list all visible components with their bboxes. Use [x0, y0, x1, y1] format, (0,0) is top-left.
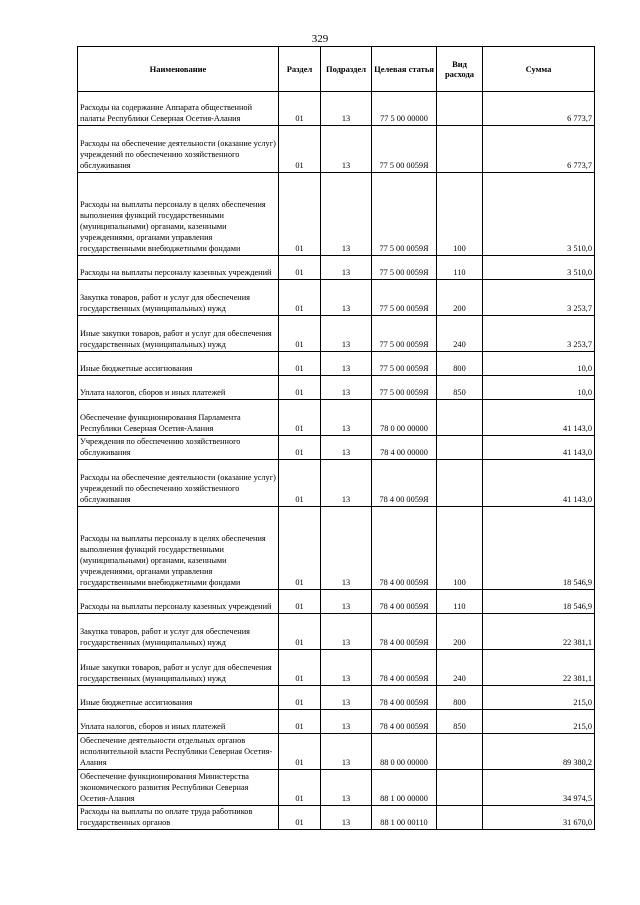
cell-subsection: 13 — [321, 806, 372, 830]
cell-amount: 18 546,9 — [483, 507, 595, 590]
cell-section: 01 — [279, 376, 321, 400]
cell-amount: 41 143,0 — [483, 436, 595, 460]
cell-name: Иные закупки товаров, работ и услуг для обеспечения государственных (муниципальных) нужд — [78, 316, 279, 352]
cell-name: Расходы на выплаты персоналу казенных учреждений — [78, 256, 279, 280]
cell-amount: 6 773,7 — [483, 126, 595, 173]
cell-name: Закупка товаров, работ и услуг для обеспечения государственных (муниципальных) нужд — [78, 280, 279, 316]
cell-amount: 215,0 — [483, 710, 595, 734]
budget-table — [77, 46, 595, 830]
cell-section: 01 — [279, 686, 321, 710]
page-number: 329 — [311, 33, 329, 45]
cell-section: 01 — [279, 650, 321, 686]
cell-section: 01 — [279, 770, 321, 806]
cell-amount: 10,0 — [483, 376, 595, 400]
cell-section: 01 — [279, 92, 321, 126]
cell-name: Обеспечение функционирования Министерства экономического развития Республики Северная Осетия-Алания — [78, 770, 279, 806]
cell-name: Расходы на обеспечение деятельности (оказание услуг) учреждений по обеспечению хозяйственного обслуживания — [78, 126, 279, 173]
cell-subsection: 13 — [321, 400, 372, 436]
cell-section: 01 — [279, 280, 321, 316]
cell-amount: 41 143,0 — [483, 400, 595, 436]
cell-expense-type — [437, 436, 483, 460]
cell-subsection: 13 — [321, 590, 372, 614]
table-header-row — [78, 47, 595, 92]
cell-amount: 3 253,7 — [483, 316, 595, 352]
cell-section: 01 — [279, 256, 321, 280]
cell-target-article: 78 4 00 0059Я — [372, 614, 437, 650]
cell-expense-type — [437, 806, 483, 830]
cell-name: Расходы на выплаты персоналу казенных учреждений — [78, 590, 279, 614]
cell-subsection: 13 — [321, 734, 372, 770]
table-row — [78, 280, 595, 316]
cell-subsection: 13 — [321, 436, 372, 460]
cell-target-article: 78 4 00 0059Я — [372, 460, 437, 507]
cell-section: 01 — [279, 400, 321, 436]
table-row — [78, 256, 595, 280]
cell-expense-type: 100 — [437, 507, 483, 590]
cell-section: 01 — [279, 126, 321, 173]
cell-name: Уплата налогов, сборов и иных платежей — [78, 376, 279, 400]
cell-target-article: 88 1 00 00000 — [372, 770, 437, 806]
cell-expense-type: 850 — [437, 376, 483, 400]
cell-subsection: 13 — [321, 126, 372, 173]
table-row — [78, 507, 595, 590]
cell-amount: 89 380,2 — [483, 734, 595, 770]
cell-section: 01 — [279, 734, 321, 770]
cell-expense-type: 200 — [437, 614, 483, 650]
cell-name: Обеспечение деятельности отдельных органов исполнительной власти Республики Северная Осетия-Алания — [78, 734, 279, 770]
cell-target-article: 77 5 00 0059Я — [372, 256, 437, 280]
cell-amount: 22 381,1 — [483, 614, 595, 650]
cell-subsection: 13 — [321, 92, 372, 126]
cell-target-article: 77 5 00 0059Я — [372, 126, 437, 173]
cell-name: Иные закупки товаров, работ и услуг для обеспечения государственных (муниципальных) нужд — [78, 650, 279, 686]
table-row — [78, 352, 595, 376]
cell-target-article: 78 4 00 0059Я — [372, 590, 437, 614]
table-row — [78, 650, 595, 686]
cell-section: 01 — [279, 710, 321, 734]
cell-target-article: 77 5 00 00000 — [372, 92, 437, 126]
table-row — [78, 770, 595, 806]
header-expense-type: Вид расхода — [437, 47, 483, 92]
cell-amount: 31 670,0 — [483, 806, 595, 830]
cell-target-article: 77 5 00 0059Я — [372, 280, 437, 316]
cell-subsection: 13 — [321, 280, 372, 316]
cell-subsection: 13 — [321, 316, 372, 352]
cell-section: 01 — [279, 316, 321, 352]
cell-expense-type: 200 — [437, 280, 483, 316]
cell-target-article: 78 4 00 0059Я — [372, 650, 437, 686]
cell-name: Учреждения по обеспечению хозяйственного обслуживания — [78, 436, 279, 460]
cell-target-article: 88 0 00 00000 — [372, 734, 437, 770]
cell-subsection: 13 — [321, 650, 372, 686]
cell-name: Расходы на выплаты персоналу в целях обеспечения выполнения функций государственными (муниципальными) органами, казенными учреждениями, органами управления государственными внебюджетными фондами — [78, 173, 279, 256]
cell-section: 01 — [279, 806, 321, 830]
table-row — [78, 126, 595, 173]
cell-expense-type — [437, 400, 483, 436]
cell-name: Расходы на обеспечение деятельности (оказание услуг) учреждений по обеспечению хозяйственного обслуживания — [78, 460, 279, 507]
cell-subsection: 13 — [321, 352, 372, 376]
cell-target-article: 78 4 00 00000 — [372, 436, 437, 460]
cell-expense-type — [437, 126, 483, 173]
cell-amount: 18 546,9 — [483, 590, 595, 614]
table-row — [78, 710, 595, 734]
cell-expense-type: 800 — [437, 352, 483, 376]
cell-target-article: 77 5 00 0059Я — [372, 316, 437, 352]
cell-name: Иные бюджетные ассигнования — [78, 686, 279, 710]
table-row — [78, 400, 595, 436]
cell-subsection: 13 — [321, 686, 372, 710]
table-row — [78, 92, 595, 126]
header-subsection: Подраздел — [321, 47, 372, 92]
header-section: Раздел — [279, 47, 321, 92]
cell-expense-type — [437, 460, 483, 507]
cell-name: Обеспечение функционирования Парламента Республики Северная Осетия-Алания — [78, 400, 279, 436]
cell-amount: 3 510,0 — [483, 256, 595, 280]
table-row — [78, 376, 595, 400]
cell-expense-type: 240 — [437, 316, 483, 352]
table-row — [78, 590, 595, 614]
cell-target-article: 78 4 00 0059Я — [372, 507, 437, 590]
cell-amount: 6 773,7 — [483, 92, 595, 126]
cell-subsection: 13 — [321, 256, 372, 280]
cell-name: Расходы на выплаты по оплате труда работников государственных органов — [78, 806, 279, 830]
cell-section: 01 — [279, 507, 321, 590]
cell-subsection: 13 — [321, 710, 372, 734]
cell-target-article: 77 5 00 0059Я — [372, 173, 437, 256]
cell-expense-type: 240 — [437, 650, 483, 686]
cell-section: 01 — [279, 173, 321, 256]
header-name: Наименование — [78, 47, 279, 92]
cell-target-article: 78 0 00 00000 — [372, 400, 437, 436]
cell-target-article: 77 5 00 0059Я — [372, 352, 437, 376]
cell-expense-type: 110 — [437, 590, 483, 614]
cell-amount: 34 974,5 — [483, 770, 595, 806]
cell-subsection: 13 — [321, 376, 372, 400]
cell-amount: 3 510,0 — [483, 173, 595, 256]
cell-name: Закупка товаров, работ и услуг для обеспечения государственных (муниципальных) нужд — [78, 614, 279, 650]
cell-name: Расходы на выплаты персоналу в целях обеспечения выполнения функций государственными (муниципальными) органами, казенными учреждениями, органами управления государственными внебюджетными фондами — [78, 507, 279, 590]
cell-expense-type — [437, 734, 483, 770]
cell-target-article: 88 1 00 00110 — [372, 806, 437, 830]
cell-subsection: 13 — [321, 460, 372, 507]
cell-expense-type: 800 — [437, 686, 483, 710]
cell-expense-type: 110 — [437, 256, 483, 280]
cell-amount: 10,0 — [483, 352, 595, 376]
cell-name: Иные бюджетные ассигнования — [78, 352, 279, 376]
cell-section: 01 — [279, 614, 321, 650]
cell-section: 01 — [279, 352, 321, 376]
cell-target-article: 78 4 00 0059Я — [372, 686, 437, 710]
header-amount: Сумма — [483, 47, 595, 92]
cell-expense-type: 100 — [437, 173, 483, 256]
cell-subsection: 13 — [321, 770, 372, 806]
cell-amount: 215,0 — [483, 686, 595, 710]
cell-expense-type: 850 — [437, 710, 483, 734]
cell-target-article: 77 5 00 0059Я — [372, 376, 437, 400]
cell-amount: 41 143,0 — [483, 460, 595, 507]
cell-name: Расходы на содержание Аппарата общественной палаты Республики Северная Осетия-Алания — [78, 92, 279, 126]
table-row — [78, 316, 595, 352]
table-body — [78, 92, 595, 830]
table-row — [78, 460, 595, 507]
table-row — [78, 614, 595, 650]
table-row — [78, 173, 595, 256]
header-target-article: Целевая статья — [372, 47, 437, 92]
cell-expense-type — [437, 92, 483, 126]
cell-name: Уплата налогов, сборов и иных платежей — [78, 710, 279, 734]
cell-subsection: 13 — [321, 614, 372, 650]
cell-subsection: 13 — [321, 173, 372, 256]
table-row — [78, 734, 595, 770]
cell-target-article: 78 4 00 0059Я — [372, 710, 437, 734]
table-row — [78, 806, 595, 830]
cell-section: 01 — [279, 460, 321, 507]
table-row — [78, 436, 595, 460]
cell-amount: 22 381,1 — [483, 650, 595, 686]
cell-expense-type — [437, 770, 483, 806]
table-row — [78, 686, 595, 710]
cell-amount: 3 253,7 — [483, 280, 595, 316]
cell-section: 01 — [279, 436, 321, 460]
cell-section: 01 — [279, 590, 321, 614]
cell-subsection: 13 — [321, 507, 372, 590]
